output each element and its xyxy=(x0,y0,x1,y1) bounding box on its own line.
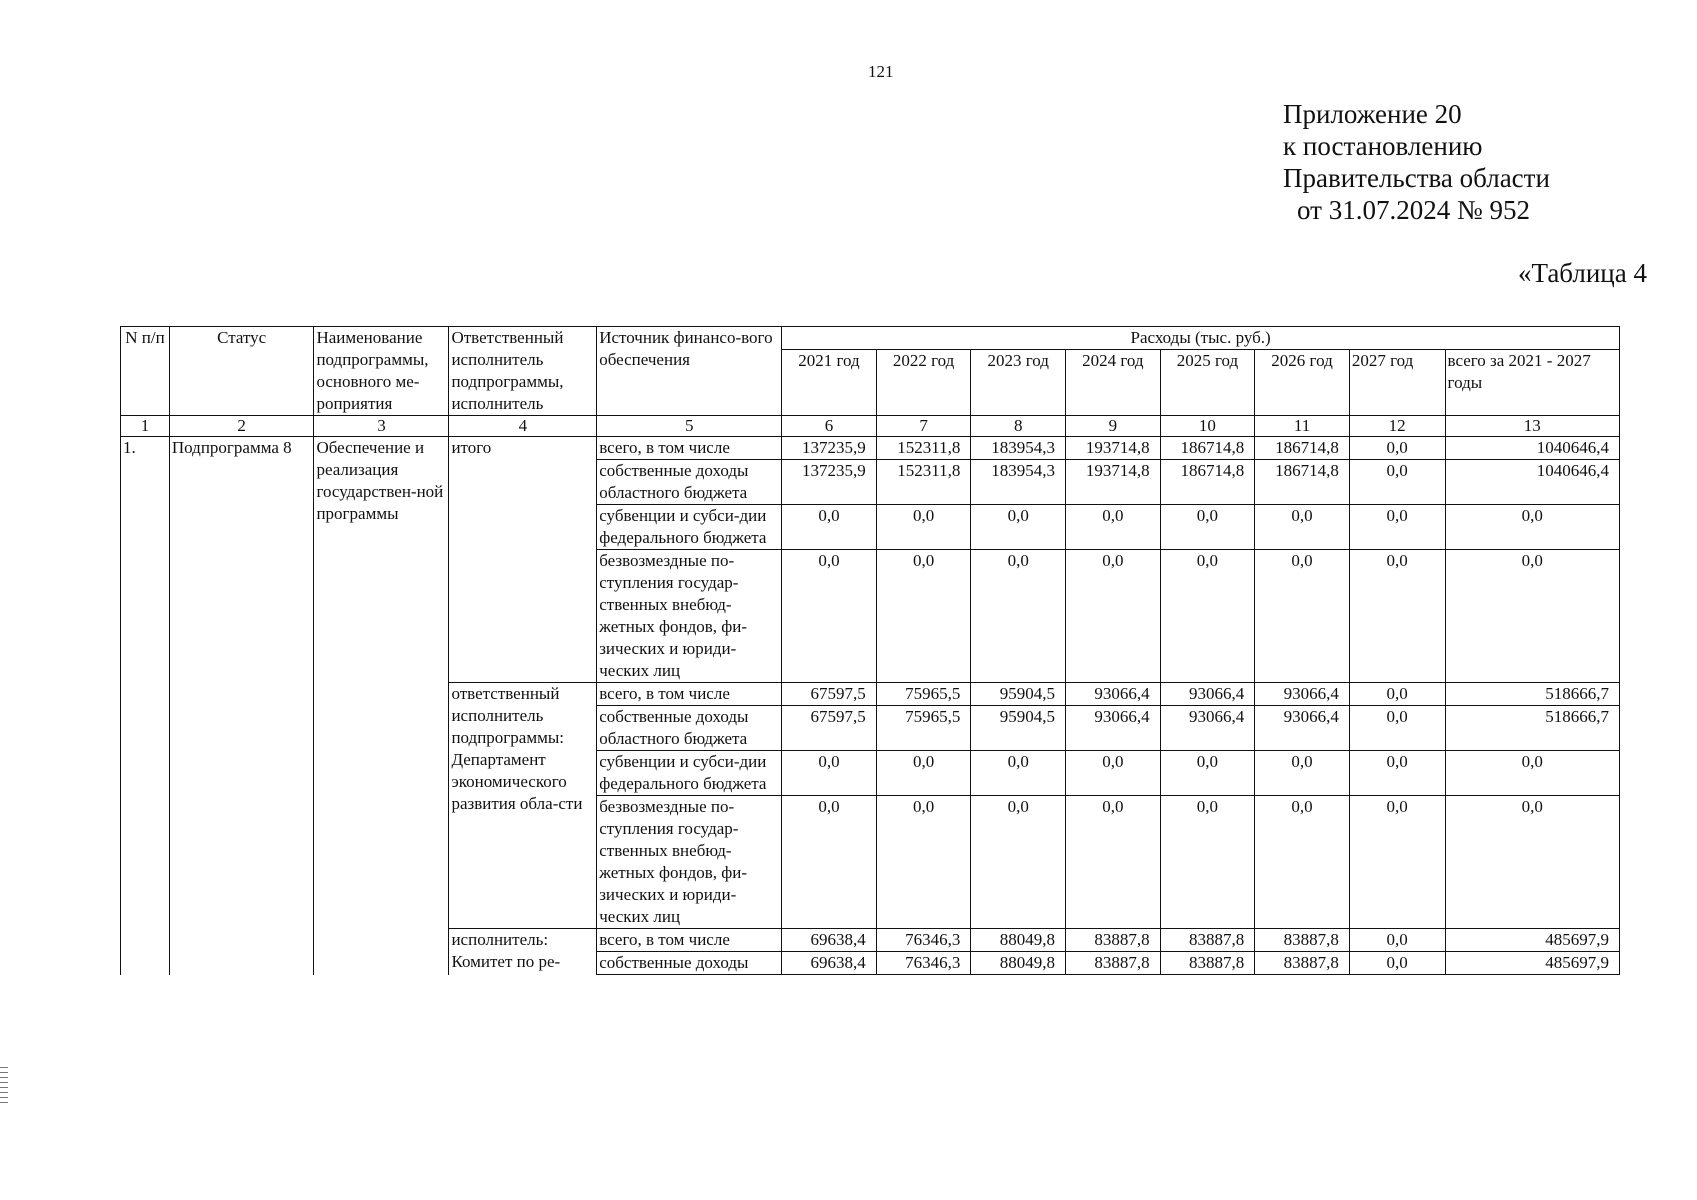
value-cell: 67597,5 xyxy=(782,683,877,706)
value-cell: 0,0 xyxy=(1349,550,1445,683)
total-cell: 518666,7 xyxy=(1445,706,1619,751)
value-cell: 0,0 xyxy=(1255,505,1350,550)
header-year: 2023 год xyxy=(971,350,1066,416)
value-cell: 0,0 xyxy=(1349,460,1445,505)
value-cell: 0,0 xyxy=(1349,751,1445,796)
value-cell: 0,0 xyxy=(1349,706,1445,751)
value-cell: 0,0 xyxy=(876,751,971,796)
header-total: всего за 2021 - 2027 годы xyxy=(1445,350,1619,416)
value-cell: 88049,8 xyxy=(971,929,1066,952)
value-cell: 67597,5 xyxy=(782,706,877,751)
value-cell: 193714,8 xyxy=(1066,460,1161,505)
executor-cell: итого xyxy=(449,437,597,683)
column-number: 10 xyxy=(1160,416,1255,437)
budget-table xyxy=(120,326,1620,975)
value-cell: 152311,8 xyxy=(876,460,971,505)
header-source: Источник финансо-вого обеспечения xyxy=(597,327,782,416)
total-cell: 485697,9 xyxy=(1445,952,1619,975)
value-cell: 186714,8 xyxy=(1160,437,1255,460)
value-cell: 0,0 xyxy=(1066,550,1161,683)
margin-marks xyxy=(0,1067,8,1103)
value-cell: 0,0 xyxy=(971,550,1066,683)
column-number: 2 xyxy=(169,416,314,437)
value-cell: 0,0 xyxy=(1255,550,1350,683)
header-year: 2026 год xyxy=(1255,350,1350,416)
value-cell: 137235,9 xyxy=(782,460,877,505)
value-cell: 0,0 xyxy=(1160,550,1255,683)
column-number: 13 xyxy=(1445,416,1619,437)
value-cell: 183954,3 xyxy=(971,437,1066,460)
value-cell: 0,0 xyxy=(1255,796,1350,929)
page-number: 121 xyxy=(868,62,894,81)
value-cell: 0,0 xyxy=(1160,505,1255,550)
value-cell: 93066,4 xyxy=(1066,706,1161,751)
header-status: Статус xyxy=(169,327,314,416)
value-cell: 137235,9 xyxy=(782,437,877,460)
source-cell: всего, в том числе xyxy=(597,929,782,952)
value-cell: 0,0 xyxy=(1066,751,1161,796)
column-number: 5 xyxy=(597,416,782,437)
value-cell: 0,0 xyxy=(1066,796,1161,929)
header-year: 2022 год xyxy=(876,350,971,416)
value-cell: 0,0 xyxy=(971,505,1066,550)
value-cell: 75965,5 xyxy=(876,706,971,751)
column-number: 6 xyxy=(782,416,877,437)
appendix-line: от 31.07.2024 № 952 xyxy=(1297,195,1530,225)
appendix-header xyxy=(1283,98,1550,226)
source-cell: безвозмездные по-ступления государ-ственных внебюд-жетных фондов, фи-зических и юриди-ческих лиц xyxy=(597,550,782,683)
total-cell: 485697,9 xyxy=(1445,929,1619,952)
row-number: 1. xyxy=(121,437,170,975)
value-cell: 93066,4 xyxy=(1255,706,1350,751)
value-cell: 0,0 xyxy=(876,796,971,929)
value-cell: 0,0 xyxy=(1349,929,1445,952)
value-cell: 93066,4 xyxy=(1255,683,1350,706)
value-cell: 152311,8 xyxy=(876,437,971,460)
executor-cell: исполнитель: Комитет по ре- xyxy=(449,929,597,975)
value-cell: 186714,8 xyxy=(1255,437,1350,460)
column-number: 1 xyxy=(121,416,170,437)
column-number: 9 xyxy=(1066,416,1161,437)
source-cell: собственные доходы областного бюджета xyxy=(597,460,782,505)
value-cell: 76346,3 xyxy=(876,929,971,952)
value-cell: 83887,8 xyxy=(1160,952,1255,975)
value-cell: 95904,5 xyxy=(971,706,1066,751)
value-cell: 93066,4 xyxy=(1066,683,1161,706)
value-cell: 83887,8 xyxy=(1066,952,1161,975)
column-number: 7 xyxy=(876,416,971,437)
column-number: 11 xyxy=(1255,416,1350,437)
total-cell: 1040646,4 xyxy=(1445,460,1619,505)
value-cell: 75965,5 xyxy=(876,683,971,706)
appendix-line: Правительства области xyxy=(1283,163,1550,193)
value-cell: 193714,8 xyxy=(1066,437,1161,460)
column-number: 4 xyxy=(449,416,597,437)
value-cell: 0,0 xyxy=(782,796,877,929)
value-cell: 0,0 xyxy=(971,796,1066,929)
source-cell: субвенции и субси-дии федерального бюджета xyxy=(597,505,782,550)
value-cell: 0,0 xyxy=(1349,796,1445,929)
source-cell: субвенции и субси-дии федерального бюджета xyxy=(597,751,782,796)
value-cell: 186714,8 xyxy=(1160,460,1255,505)
value-cell: 83887,8 xyxy=(1255,952,1350,975)
status-cell: Подпрограмма 8 xyxy=(169,437,314,975)
value-cell: 0,0 xyxy=(1066,505,1161,550)
value-cell: 0,0 xyxy=(1349,952,1445,975)
appendix-line: Приложение 20 xyxy=(1283,99,1462,129)
executor-cell: ответственный исполнитель подпрограммы: Департамент экономического развития обла-сти xyxy=(449,683,597,929)
column-number: 3 xyxy=(314,416,449,437)
header-n: N п/п xyxy=(121,327,170,416)
column-numbers-row xyxy=(121,416,1620,437)
source-cell: безвозмездные по-ступления государ-ственных внебюд-жетных фондов, фи-зических и юриди-ческих лиц xyxy=(597,796,782,929)
value-cell: 88049,8 xyxy=(971,952,1066,975)
total-cell: 518666,7 xyxy=(1445,683,1619,706)
value-cell: 93066,4 xyxy=(1160,706,1255,751)
value-cell: 83887,8 xyxy=(1160,929,1255,952)
source-cell: всего, в том числе xyxy=(597,683,782,706)
value-cell: 0,0 xyxy=(782,751,877,796)
value-cell: 69638,4 xyxy=(782,929,877,952)
total-cell: 1040646,4 xyxy=(1445,437,1619,460)
value-cell: 0,0 xyxy=(1349,505,1445,550)
header-year: 2025 год xyxy=(1160,350,1255,416)
header-expenses: Расходы (тыс. руб.) xyxy=(782,327,1620,350)
total-cell: 0,0 xyxy=(1445,796,1619,929)
value-cell: 0,0 xyxy=(782,550,877,683)
value-cell: 0,0 xyxy=(1349,683,1445,706)
column-number: 12 xyxy=(1349,416,1445,437)
header-name: Наименование подпрограммы, основного ме-роприятия xyxy=(314,327,449,416)
header-year: 2021 год xyxy=(782,350,877,416)
total-cell: 0,0 xyxy=(1445,751,1619,796)
value-cell: 83887,8 xyxy=(1255,929,1350,952)
value-cell: 0,0 xyxy=(782,505,877,550)
value-cell: 0,0 xyxy=(876,550,971,683)
value-cell: 0,0 xyxy=(1160,796,1255,929)
table-caption: «Таблица 4 xyxy=(1518,258,1647,288)
value-cell: 0,0 xyxy=(1160,751,1255,796)
header-responsible: Ответственный исполнитель подпрограммы, исполнитель xyxy=(449,327,597,416)
header-year: 2024 год xyxy=(1066,350,1161,416)
value-cell: 183954,3 xyxy=(971,460,1066,505)
value-cell: 83887,8 xyxy=(1066,929,1161,952)
value-cell: 93066,4 xyxy=(1160,683,1255,706)
value-cell: 95904,5 xyxy=(971,683,1066,706)
source-cell: собственные доходы xyxy=(597,952,782,975)
value-cell: 0,0 xyxy=(876,505,971,550)
column-number: 8 xyxy=(971,416,1066,437)
value-cell: 69638,4 xyxy=(782,952,877,975)
value-cell: 0,0 xyxy=(1349,437,1445,460)
program-name-cell: Обеспечение и реализация государствен-ной программы xyxy=(314,437,449,975)
total-cell: 0,0 xyxy=(1445,505,1619,550)
source-cell: собственные доходы областного бюджета xyxy=(597,706,782,751)
value-cell: 0,0 xyxy=(971,751,1066,796)
value-cell: 76346,3 xyxy=(876,952,971,975)
total-cell: 0,0 xyxy=(1445,550,1619,683)
table-row xyxy=(121,437,1620,460)
value-cell: 186714,8 xyxy=(1255,460,1350,505)
header-year: 2027 год xyxy=(1349,350,1445,416)
appendix-line: к постановлению xyxy=(1283,131,1483,161)
value-cell: 0,0 xyxy=(1255,751,1350,796)
source-cell: всего, в том числе xyxy=(597,437,782,460)
